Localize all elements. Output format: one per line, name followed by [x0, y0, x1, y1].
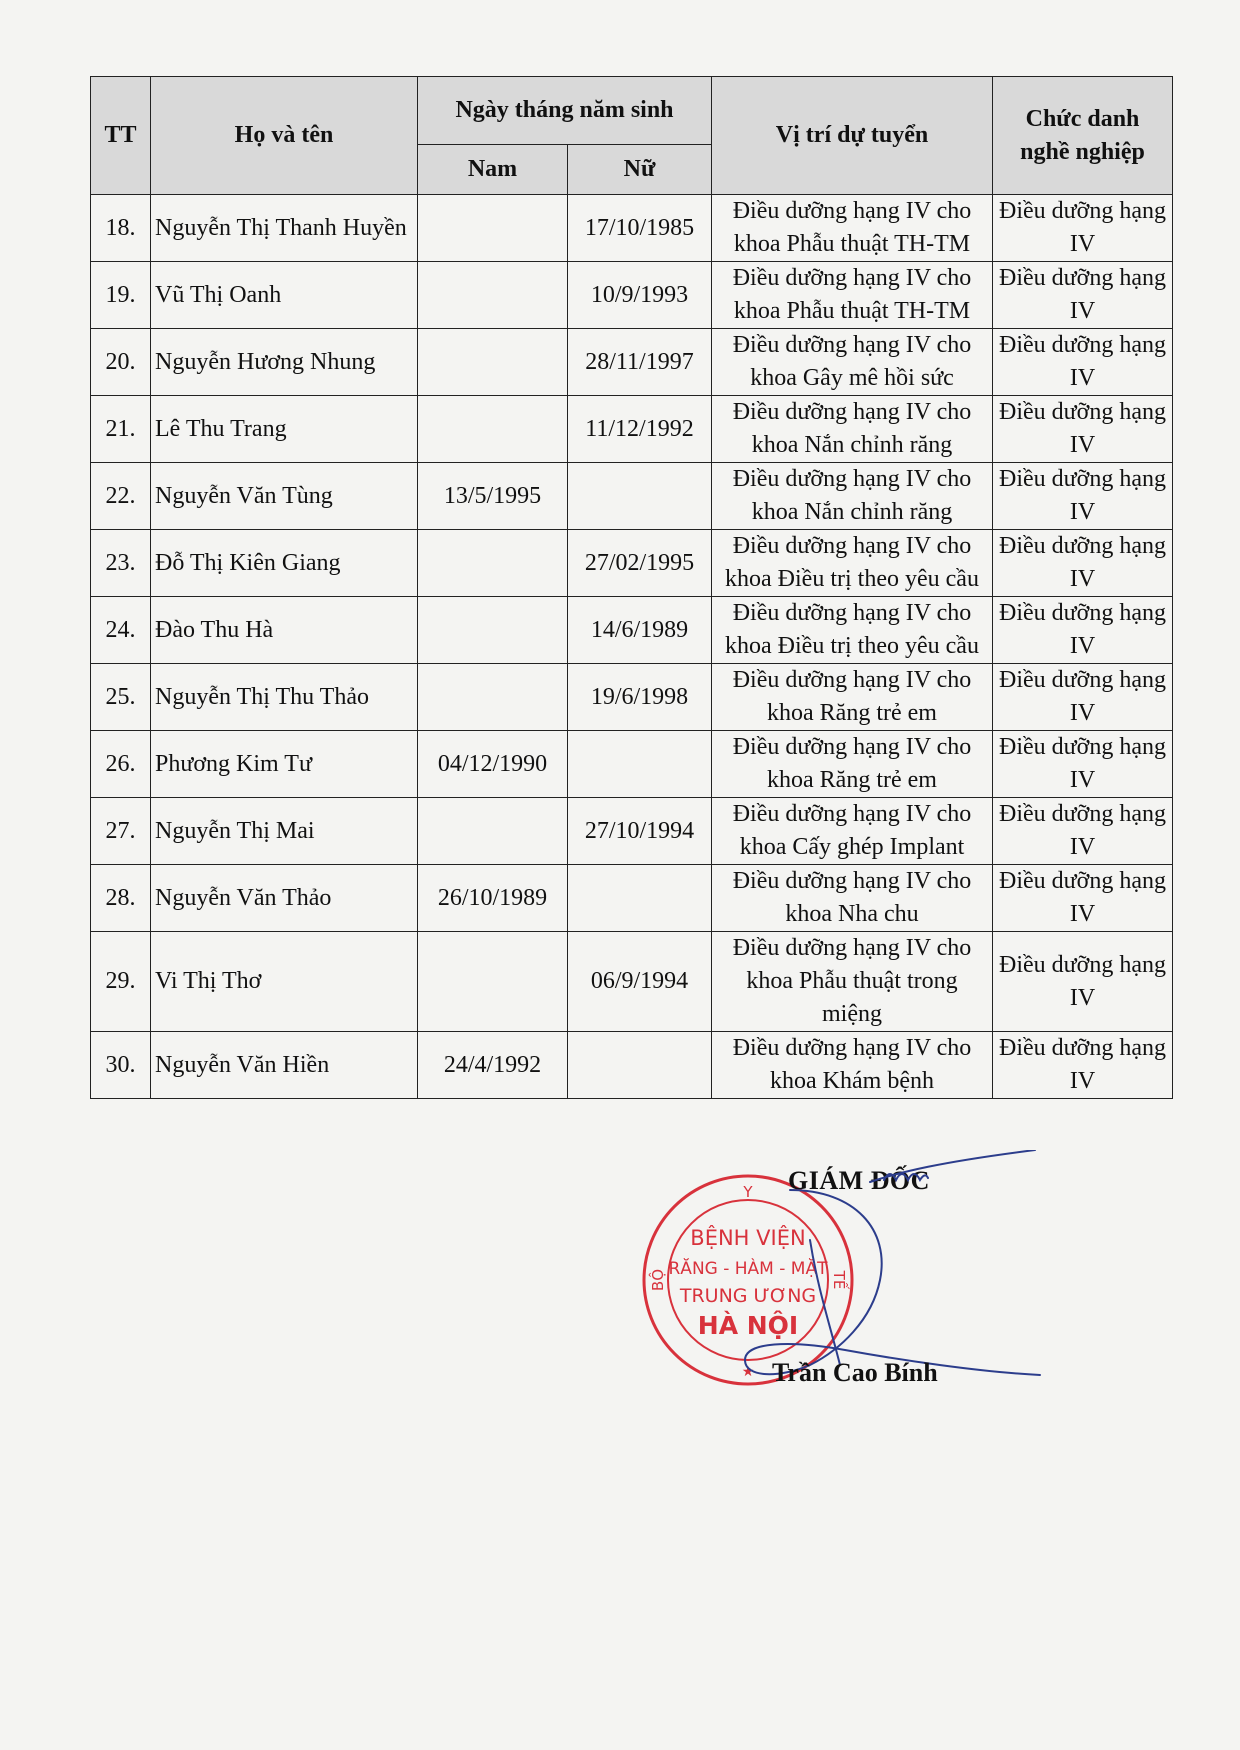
row-position: Điều dưỡng hạng IV cho khoa Nắn chỉnh răng: [712, 396, 993, 463]
row-title: Điều dưỡng hạng IV: [993, 195, 1173, 262]
row-name: Lê Thu Trang: [151, 396, 418, 463]
row-dob-female: 14/6/1989: [568, 597, 712, 664]
row-position: Điều dưỡng hạng IV cho khoa Răng trẻ em: [712, 664, 993, 731]
row-title: Điều dưỡng hạng IV: [993, 664, 1173, 731]
table-row: [91, 329, 1173, 396]
svg-text:★: ★: [741, 1364, 755, 1380]
signatory-name: Trần Cao Bính: [772, 1358, 938, 1387]
row-name: Nguyễn Thị Mai: [151, 798, 418, 865]
row-position: Điều dưỡng hạng IV cho khoa Phẫu thuật TH-TM: [712, 195, 993, 262]
row-number: 28.: [91, 865, 151, 932]
row-position: Điều dưỡng hạng IV cho khoa Nha chu: [712, 865, 993, 932]
row-dob-male: 26/10/1989: [418, 865, 568, 932]
row-position: Điều dưỡng hạng IV cho khoa Răng trẻ em: [712, 731, 993, 798]
seal-line2: RĂNG - HÀM - MẶT: [668, 1259, 828, 1279]
signature-block: [640, 1150, 1060, 1410]
header-dob: Ngày tháng năm sinh: [418, 77, 712, 145]
row-dob-female: [568, 731, 712, 798]
header-male: Nam: [418, 145, 568, 195]
table-row: [91, 1032, 1173, 1099]
row-position: Điều dưỡng hạng IV cho khoa Phẫu thuật TH-TM: [712, 262, 993, 329]
table-row: [91, 798, 1173, 865]
row-position: Điều dưỡng hạng IV cho khoa Gây mê hồi sức: [712, 329, 993, 396]
row-number: 27.: [91, 798, 151, 865]
row-dob-female: 17/10/1985: [568, 195, 712, 262]
row-number: 24.: [91, 597, 151, 664]
row-name: Phương Kim Tư: [151, 731, 418, 798]
table-row: [91, 865, 1173, 932]
row-name: Nguyễn Văn Thảo: [151, 865, 418, 932]
row-title: Điều dưỡng hạng IV: [993, 463, 1173, 530]
row-dob-male: 04/12/1990: [418, 731, 568, 798]
row-number: 30.: [91, 1032, 151, 1099]
row-title: Điều dưỡng hạng IV: [993, 932, 1173, 1032]
row-name: Nguyễn Hương Nhung: [151, 329, 418, 396]
row-dob-female: [568, 865, 712, 932]
row-name: Vi Thị Thơ: [151, 932, 418, 1032]
row-title: Điều dưỡng hạng IV: [993, 597, 1173, 664]
header-female: Nữ: [568, 145, 712, 195]
row-name: Đào Thu Hà: [151, 597, 418, 664]
row-number: 29.: [91, 932, 151, 1032]
header-title: [993, 77, 1173, 195]
seal-top-text: Y: [743, 1183, 753, 1201]
row-dob-female: 06/9/1994: [568, 932, 712, 1032]
row-dob-male: [418, 329, 568, 396]
table-row: [91, 262, 1173, 329]
row-dob-female: 28/11/1997: [568, 329, 712, 396]
row-position: Điều dưỡng hạng IV cho khoa Điều trị theo yêu cầu: [712, 530, 993, 597]
table-row: [91, 731, 1173, 798]
row-dob-female: [568, 463, 712, 530]
header-position: Vị trí dự tuyển: [712, 77, 993, 195]
row-name: Đỗ Thị Kiên Giang: [151, 530, 418, 597]
row-title: Điều dưỡng hạng IV: [993, 329, 1173, 396]
row-dob-male: 24/4/1992: [418, 1032, 568, 1099]
row-dob-female: 11/12/1992: [568, 396, 712, 463]
row-position: Điều dưỡng hạng IV cho khoa Phẫu thuật trong miệng: [712, 932, 993, 1032]
row-number: 19.: [91, 262, 151, 329]
row-title: Điều dưỡng hạng IV: [993, 731, 1173, 798]
row-number: 23.: [91, 530, 151, 597]
row-dob-male: [418, 262, 568, 329]
signature-title: GIÁM ĐỐC: [788, 1166, 930, 1195]
row-number: 20.: [91, 329, 151, 396]
header-title-line2: nghề nghiệp: [1020, 138, 1145, 165]
row-dob-male: 13/5/1995: [418, 463, 568, 530]
table-row: [91, 463, 1173, 530]
row-title: Điều dưỡng hạng IV: [993, 798, 1173, 865]
row-dob-male: [418, 597, 568, 664]
row-dob-male: [418, 798, 568, 865]
row-dob-male: [418, 664, 568, 731]
header-title-line1: Chức danh: [1025, 105, 1140, 132]
row-dob-male: [418, 530, 568, 597]
seal-right-text: TẾ: [830, 1270, 848, 1290]
row-position: Điều dưỡng hạng IV cho khoa Khám bệnh: [712, 1032, 993, 1099]
row-name: Vũ Thị Oanh: [151, 262, 418, 329]
row-title: Điều dưỡng hạng IV: [993, 865, 1173, 932]
row-position: Điều dưỡng hạng IV cho khoa Nắn chỉnh răng: [712, 463, 993, 530]
row-dob-male: [418, 932, 568, 1032]
table-row: [91, 396, 1173, 463]
row-title: Điều dưỡng hạng IV: [993, 262, 1173, 329]
row-title: Điều dưỡng hạng IV: [993, 530, 1173, 597]
row-dob-female: 27/02/1995: [568, 530, 712, 597]
row-name: Nguyễn Văn Tùng: [151, 463, 418, 530]
table-body: [91, 195, 1173, 1099]
row-dob-male: [418, 195, 568, 262]
row-dob-female: [568, 1032, 712, 1099]
row-name: Nguyễn Văn Hiền: [151, 1032, 418, 1099]
row-dob-female: 10/9/1993: [568, 262, 712, 329]
table-row: [91, 932, 1173, 1032]
header-name: Họ và tên: [151, 77, 418, 195]
header-tt: TT: [91, 77, 151, 195]
seal-line4: HÀ NỘI: [697, 1311, 799, 1340]
seal-line3: TRUNG ƯƠNG: [679, 1285, 817, 1307]
table-header: [91, 77, 1173, 195]
candidate-table: [90, 76, 1173, 1099]
row-name: Nguyễn Thị Thanh Huyền: [151, 195, 418, 262]
table-row: [91, 597, 1173, 664]
row-position: Điều dưỡng hạng IV cho khoa Cấy ghép Implant: [712, 798, 993, 865]
table-row: [91, 530, 1173, 597]
row-name: Nguyễn Thị Thu Thảo: [151, 664, 418, 731]
table-row: [91, 195, 1173, 262]
row-dob-female: 19/6/1998: [568, 664, 712, 731]
seal-left-text: BỘ: [649, 1268, 667, 1292]
row-number: 18.: [91, 195, 151, 262]
row-dob-male: [418, 396, 568, 463]
row-title: Điều dưỡng hạng IV: [993, 396, 1173, 463]
row-number: 21.: [91, 396, 151, 463]
table-row: [91, 664, 1173, 731]
row-title: Điều dưỡng hạng IV: [993, 1032, 1173, 1099]
row-dob-female: 27/10/1994: [568, 798, 712, 865]
row-position: Điều dưỡng hạng IV cho khoa Điều trị theo yêu cầu: [712, 597, 993, 664]
row-number: 25.: [91, 664, 151, 731]
seal-line1: BỆNH VIỆN: [690, 1226, 806, 1250]
row-number: 22.: [91, 463, 151, 530]
row-number: 26.: [91, 731, 151, 798]
